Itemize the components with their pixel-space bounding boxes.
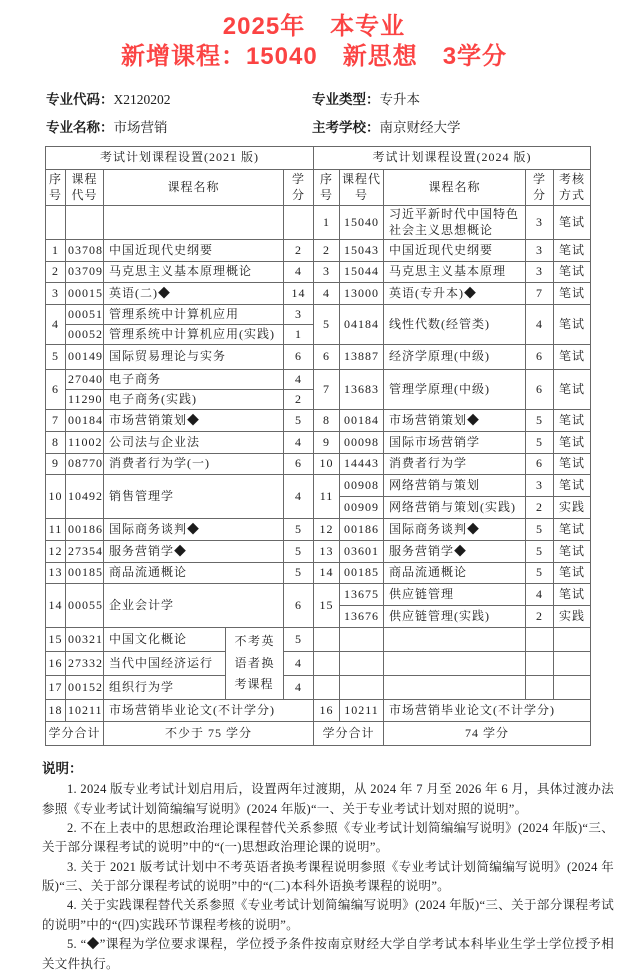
table-cell: 6 <box>284 454 314 475</box>
table-cell: 笔试 <box>554 206 591 240</box>
table-cell: 笔试 <box>554 454 591 475</box>
column-header-row <box>46 170 591 206</box>
course-name-cell: 国际商务谈判◆ <box>104 519 284 541</box>
table-cell: 5 <box>526 519 554 541</box>
table-cell: 03709 <box>66 262 104 283</box>
course-name-cell: 中国文化概论 <box>104 628 226 652</box>
major-code-label: 专业代码： <box>46 92 114 107</box>
course-name-cell: 消费者行为学 <box>384 454 526 475</box>
table-cell: 1 <box>284 325 314 345</box>
table-cell: 14 <box>284 283 314 305</box>
table-cell: 5 <box>526 432 554 454</box>
note-item-2: 2. 不在上表中的思想政治理论课程替代关系参照《专业考试计划简编编写说明》(2024 年版)“三、关于部分课程考试的说明”中的“(一)思想政治理论课的说明”。 <box>42 820 614 855</box>
table-cell: 5 <box>526 541 554 563</box>
host-school-label: 主考学校： <box>312 120 380 135</box>
table-cell: 学分合计 <box>314 722 384 746</box>
table-cell: 4 <box>284 676 314 700</box>
table-cell: 8 <box>314 410 340 432</box>
course-name-cell: 网络营销与策划(实践) <box>384 497 526 519</box>
table-row <box>46 410 591 432</box>
major-type-label: 专业类型： <box>312 92 380 107</box>
table-cell: 00098 <box>340 432 384 454</box>
table-row <box>46 676 591 700</box>
table-cell <box>554 628 591 652</box>
table-cell: 4 <box>284 432 314 454</box>
table-cell: 笔试 <box>554 563 591 584</box>
table-cell: 7 <box>46 410 66 432</box>
course-name-cell: 企业会计学 <box>104 584 284 628</box>
table-cell <box>526 628 554 652</box>
table-cell <box>384 628 526 652</box>
table-cell: 不少于 75 学分 <box>104 722 314 746</box>
table-cell: 27332 <box>66 652 104 676</box>
table-cell: 10492 <box>66 475 104 519</box>
table-cell <box>526 652 554 676</box>
table-cell: 4 <box>284 475 314 519</box>
table-cell: 2 <box>526 606 554 628</box>
table-row <box>46 283 591 305</box>
major-info-block <box>46 88 628 136</box>
table-cell: 3 <box>46 283 66 305</box>
course-name-cell: 公司法与企业法 <box>104 432 284 454</box>
table-cell: 13 <box>46 563 66 584</box>
course-name-cell: 市场营销策划◆ <box>104 410 284 432</box>
table-cell: 9 <box>314 432 340 454</box>
table-cell <box>340 628 384 652</box>
table-cell: 笔试 <box>554 305 591 345</box>
table-cell: 00152 <box>66 676 104 700</box>
table-cell: 10211 <box>340 700 384 722</box>
right-table-title: 考试计划课程设置(2024 版) <box>314 147 591 170</box>
table-cell: 实践 <box>554 606 591 628</box>
note-item-3: 3. 关于 2021 版考试计划中不考英语者换考课程说明参照《专业考试计划简编编写说明》(2024 年版)“三、关于部分课程考试的说明”中的“(二)本科外语换考课程的说明”。 <box>42 859 614 894</box>
table-cell: 3 <box>526 262 554 283</box>
table-cell: 5 <box>284 410 314 432</box>
note-item-1: 1. 2024 版专业考试计划启用后，设置两年过渡期，从 2024 年 7 月至 2026 年 6 月，具体过渡办法参照《专业考试计划简编编写说明》(2024 年版)“一、关于专业考试计划对照的说明”。 <box>42 782 614 816</box>
table-cell: 13 <box>314 541 340 563</box>
course-name-cell: 国际贸易理论与实务 <box>104 345 284 370</box>
table-cell: 15 <box>46 628 66 652</box>
table-cell: 2 <box>46 262 66 283</box>
table-row <box>46 370 591 390</box>
table-cell: 笔试 <box>554 432 591 454</box>
table-cell: 5 <box>314 305 340 345</box>
table-cell: 3 <box>314 262 340 283</box>
table-cell: 13000 <box>340 283 384 305</box>
course-name-cell: 线性代数(经管类) <box>384 305 526 345</box>
table-cell <box>526 676 554 700</box>
table-cell: 00321 <box>66 628 104 652</box>
table-cell: 12 <box>46 541 66 563</box>
table-row <box>46 240 591 262</box>
table-cell: 27354 <box>66 541 104 563</box>
table-cell: 00186 <box>66 519 104 541</box>
course-name-cell: 管理学原理(中级) <box>384 370 526 410</box>
right-header-code: 课程代号 <box>340 170 384 206</box>
course-name-cell: 商品流通概论 <box>384 563 526 584</box>
table-cell: 00052 <box>66 325 104 345</box>
table-cell: 13675 <box>340 584 384 606</box>
table-row <box>46 206 591 240</box>
course-name-cell: 市场营销毕业论文(不计学分) <box>104 700 314 722</box>
table-row <box>46 305 591 325</box>
course-name-cell: 国际市场营销学 <box>384 432 526 454</box>
section-title-row <box>46 147 591 170</box>
major-type-value: 专升本 <box>379 92 420 107</box>
table-cell: 4 <box>284 262 314 283</box>
table-cell <box>384 676 526 700</box>
table-cell <box>104 206 284 240</box>
table-row <box>46 345 591 370</box>
table-row <box>46 262 591 283</box>
table-cell <box>314 628 340 652</box>
note-item-4: 4. 关于实践课程替代关系参照《专业考试计划简编编写说明》(2024 年版)“三、关于部分课程考试的说明”中的“(四)实践环节课程考核的说明”。 <box>42 898 614 932</box>
table-cell: 00186 <box>340 519 384 541</box>
table-row <box>46 584 591 606</box>
notes-section <box>42 757 614 974</box>
table-cell: 学分合计 <box>46 722 104 746</box>
document-title-line1: 2025年 本专业 <box>222 13 406 40</box>
table-cell: 2 <box>284 240 314 262</box>
table-cell: 笔试 <box>554 541 591 563</box>
course-name-cell: 管理系统中计算机应用 <box>104 305 284 325</box>
course-name-cell: 中国近现代史纲要 <box>384 240 526 262</box>
table-cell: 4 <box>46 305 66 345</box>
table-row <box>46 628 591 652</box>
table-cell: 04184 <box>340 305 384 345</box>
table-cell: 笔试 <box>554 519 591 541</box>
table-cell <box>284 206 314 240</box>
table-cell: 13887 <box>340 345 384 370</box>
table-cell: 00185 <box>340 563 384 584</box>
table-cell: 10211 <box>66 700 104 722</box>
table-cell: 6 <box>284 345 314 370</box>
table-cell: 15040 <box>340 206 384 240</box>
course-name-cell: 中国近现代史纲要 <box>104 240 284 262</box>
table-cell: 10 <box>46 475 66 519</box>
table-cell: 14 <box>314 563 340 584</box>
table-cell: 03601 <box>340 541 384 563</box>
table-row <box>46 722 591 746</box>
notes-label: 说明： <box>42 761 83 777</box>
course-name-cell: 经济学原理(中级) <box>384 345 526 370</box>
table-row <box>46 432 591 454</box>
table-cell <box>554 652 591 676</box>
course-name-cell: 供应链管理(实践) <box>384 606 526 628</box>
table-cell <box>384 652 526 676</box>
table-cell: 03708 <box>66 240 104 262</box>
table-cell: 6 <box>46 370 66 410</box>
table-cell: 7 <box>314 370 340 410</box>
course-name-cell: 商品流通概论 <box>104 563 284 584</box>
table-cell: 2 <box>284 390 314 410</box>
course-name-cell: 服务营销学◆ <box>384 541 526 563</box>
table-cell: 3 <box>526 475 554 497</box>
course-name-cell: 电子商务(实践) <box>104 390 284 410</box>
table-cell: 15043 <box>340 240 384 262</box>
table-cell: 4 <box>526 305 554 345</box>
table-cell: 5 <box>526 563 554 584</box>
table-cell: 18 <box>46 700 66 722</box>
major-name-label: 专业名称： <box>46 120 114 135</box>
course-name-cell: 供应链管理 <box>384 584 526 606</box>
table-row <box>46 700 591 722</box>
major-name <box>46 116 312 136</box>
course-name-cell: 网络营销与策划 <box>384 475 526 497</box>
table-cell: 8 <box>46 432 66 454</box>
course-name-cell: 马克思主义基本原理概论 <box>104 262 284 283</box>
left-header-credit: 学分 <box>284 170 314 206</box>
left-table-title: 考试计划课程设置(2021 版) <box>46 147 314 170</box>
table-cell: 实践 <box>554 497 591 519</box>
course-name-cell: 当代中国经济运行 <box>104 652 226 676</box>
table-cell: 11290 <box>66 390 104 410</box>
right-header-method: 考核方式 <box>554 170 591 206</box>
table-cell: 6 <box>526 345 554 370</box>
table-cell: 00909 <box>340 497 384 519</box>
table-cell: 00015 <box>66 283 104 305</box>
table-cell: 6 <box>526 454 554 475</box>
right-header-seq: 序号 <box>314 170 340 206</box>
table-cell: 14 <box>46 584 66 628</box>
table-cell: 笔试 <box>554 345 591 370</box>
table-cell: 00908 <box>340 475 384 497</box>
course-name-cell: 电子商务 <box>104 370 284 390</box>
table-cell <box>314 676 340 700</box>
right-header-credit: 学分 <box>526 170 554 206</box>
table-cell: 5 <box>284 563 314 584</box>
table-cell: 14443 <box>340 454 384 475</box>
course-name-cell: 英语(二)◆ <box>104 283 284 305</box>
table-row <box>46 563 591 584</box>
table-cell: 4 <box>526 584 554 606</box>
table-row <box>46 475 591 497</box>
left-header-seq: 序号 <box>46 170 66 206</box>
table-cell: 11 <box>314 475 340 519</box>
right-header-name: 课程名称 <box>384 170 526 206</box>
table-cell: 3 <box>284 305 314 325</box>
course-name-cell: 消费者行为学(一) <box>104 454 284 475</box>
table-cell: 13683 <box>340 370 384 410</box>
table-cell: 12 <box>314 519 340 541</box>
table-cell: 00051 <box>66 305 104 325</box>
course-name-cell: 服务营销学◆ <box>104 541 284 563</box>
table-cell: 6 <box>526 370 554 410</box>
table-cell: 笔试 <box>554 584 591 606</box>
table-cell: 08770 <box>66 454 104 475</box>
table-cell: 11 <box>46 519 66 541</box>
table-cell <box>340 676 384 700</box>
table-cell: 15044 <box>340 262 384 283</box>
course-table-body <box>46 206 591 746</box>
course-name-cell: 市场营销策划◆ <box>384 410 526 432</box>
table-cell: 00184 <box>340 410 384 432</box>
table-row <box>46 541 591 563</box>
table-cell: 00184 <box>66 410 104 432</box>
table-cell: 15 <box>314 584 340 628</box>
table-cell: 16 <box>46 652 66 676</box>
host-school <box>312 116 461 136</box>
table-cell: 笔试 <box>554 283 591 305</box>
table-cell: 74 学分 <box>384 722 591 746</box>
table-cell: 笔试 <box>554 410 591 432</box>
table-cell: 00185 <box>66 563 104 584</box>
table-row <box>46 519 591 541</box>
major-code <box>46 88 312 108</box>
table-cell: 4 <box>314 283 340 305</box>
table-cell: 5 <box>284 628 314 652</box>
table-cell: 16 <box>314 700 340 722</box>
table-row <box>46 652 591 676</box>
table-cell: 27040 <box>66 370 104 390</box>
table-cell: 4 <box>284 652 314 676</box>
course-name-cell: 管理系统中计算机应用(实践) <box>104 325 284 345</box>
table-cell: 6 <box>314 345 340 370</box>
table-cell: 笔试 <box>554 475 591 497</box>
table-cell: 1 <box>46 240 66 262</box>
table-row <box>46 454 591 475</box>
table-cell: 5 <box>284 541 314 563</box>
course-name-cell: 销售管理学 <box>104 475 284 519</box>
table-cell: 2 <box>526 497 554 519</box>
table-cell <box>340 652 384 676</box>
table-cell: 9 <box>46 454 66 475</box>
table-cell: 10 <box>314 454 340 475</box>
table-cell <box>554 676 591 700</box>
table-cell: 7 <box>526 283 554 305</box>
major-type <box>312 88 420 108</box>
table-cell: 笔试 <box>554 262 591 283</box>
table-cell <box>46 206 66 240</box>
table-cell <box>66 206 104 240</box>
course-name-cell: 英语(专升本)◆ <box>384 283 526 305</box>
table-cell: 5 <box>284 519 314 541</box>
left-header-code: 课程代号 <box>66 170 104 206</box>
swap-course-note-cell: 不考英语者换考课程 <box>226 628 284 700</box>
table-cell: 3 <box>526 240 554 262</box>
table-cell: 4 <box>284 370 314 390</box>
table-cell: 13676 <box>340 606 384 628</box>
course-name-cell: 马克思主义基本原理 <box>384 262 526 283</box>
table-cell: 5 <box>46 345 66 370</box>
table-cell: 11002 <box>66 432 104 454</box>
table-cell: 笔试 <box>554 370 591 410</box>
table-cell <box>314 652 340 676</box>
major-name-value: 市场营销 <box>113 120 168 135</box>
course-name-cell: 国际商务谈判◆ <box>384 519 526 541</box>
table-cell: 00149 <box>66 345 104 370</box>
course-name-cell: 组织行为学 <box>104 676 226 700</box>
table-cell: 2 <box>314 240 340 262</box>
table-cell: 1 <box>314 206 340 240</box>
note-item-5: 5. “◆”课程为学位要求课程，学位授予条件按南京财经大学自学考试本科毕业生学士学位授予相关文件执行。 <box>42 937 614 971</box>
course-name-cell: 习近平新时代中国特色社会主义思想概论 <box>384 206 526 240</box>
table-cell: 17 <box>46 676 66 700</box>
host-school-value: 南京财经大学 <box>379 120 461 135</box>
table-cell: 5 <box>526 410 554 432</box>
table-cell: 笔试 <box>554 240 591 262</box>
table-cell: 6 <box>284 584 314 628</box>
course-comparison-table <box>45 146 591 746</box>
document-title-line2: 新增课程：15040 新思想 3学分 <box>120 43 508 70</box>
table-cell: 00055 <box>66 584 104 628</box>
major-code-value: X2120202 <box>113 92 171 107</box>
table-cell: 3 <box>526 206 554 240</box>
left-header-name: 课程名称 <box>104 170 284 206</box>
course-name-cell: 市场营销毕业论文(不计学分) <box>384 700 591 722</box>
